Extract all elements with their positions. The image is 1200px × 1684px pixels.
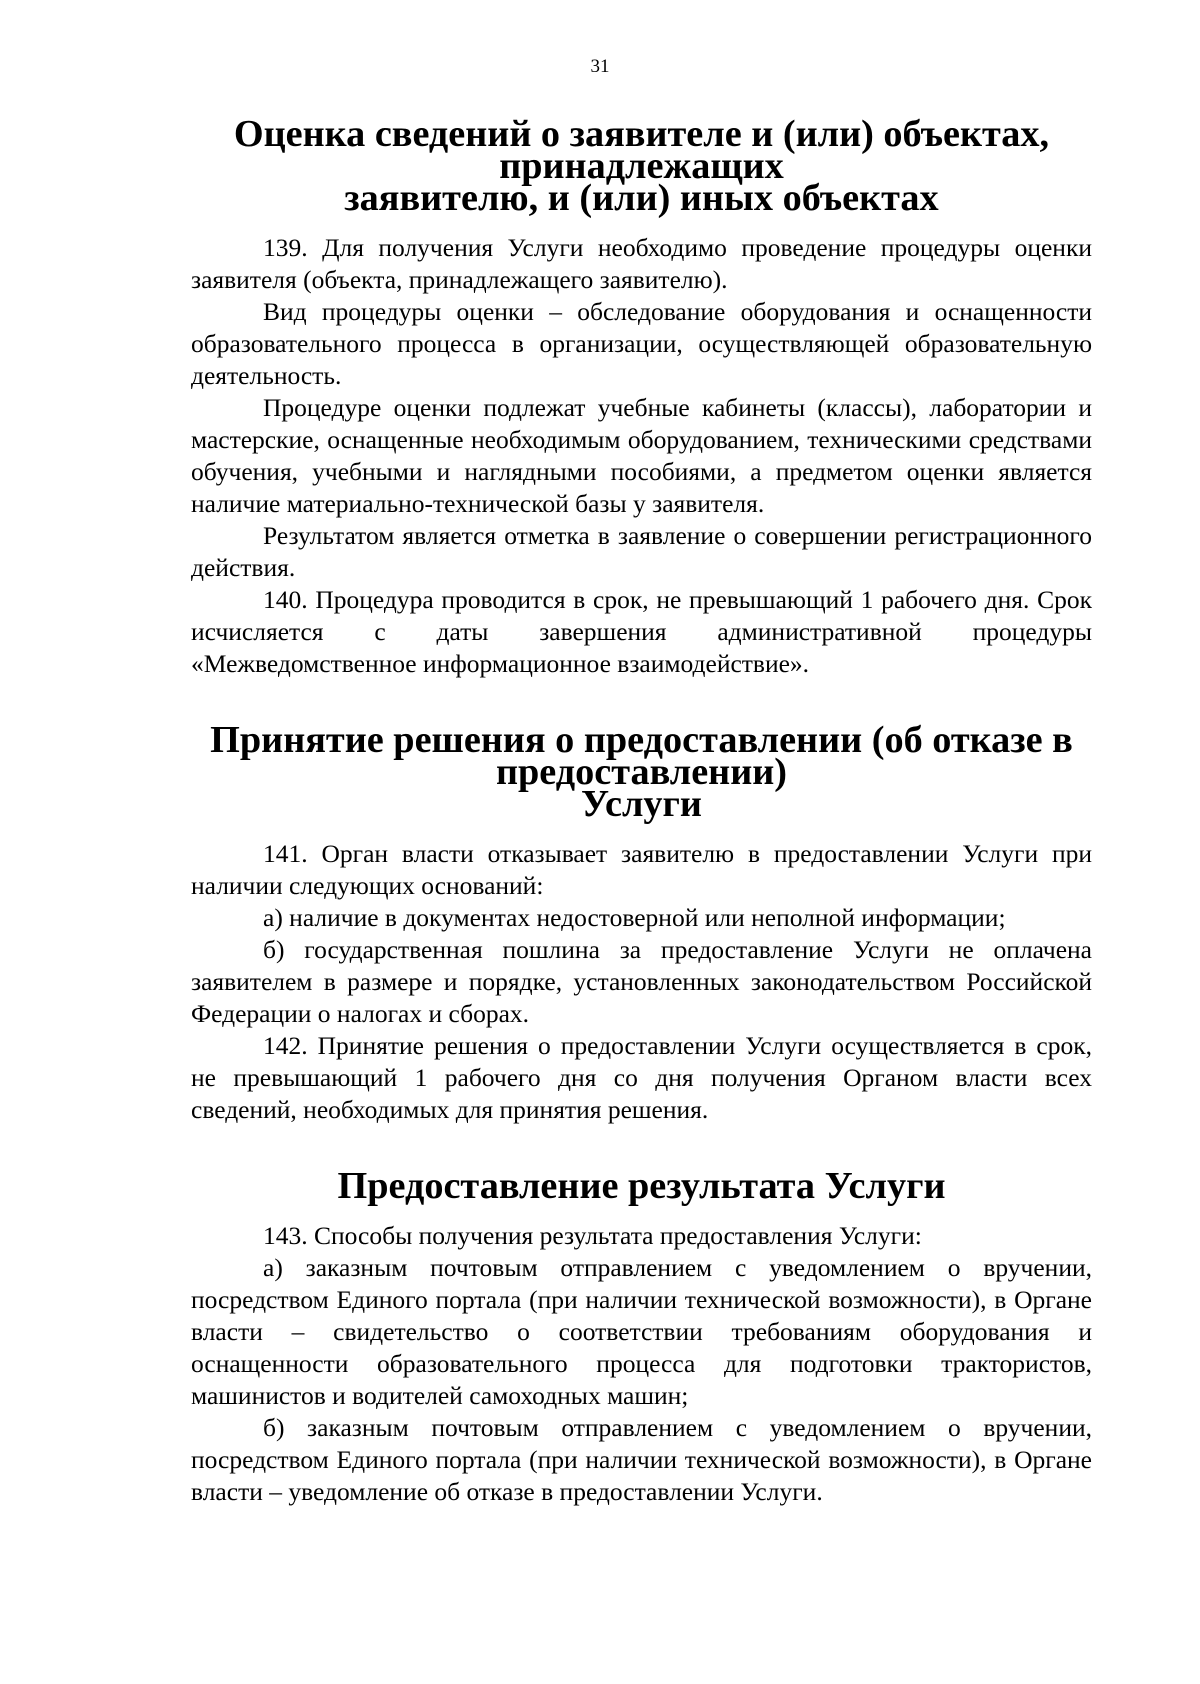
section-applicant-assessment: [191, 113, 1092, 680]
paragraph-141-b: б) государственная пошлина за предоставление Услуги не оплачена заявителем в размере и порядке, установленных законодательством Российской Федерации о налогах и сборах.: [191, 935, 1092, 1028]
paragraph-143-b: б) заказным почтовым отправлением с уведомлением о вручении, посредством Единого портала (при наличии технической возможности), в Органе власти – уведомление об отказе в предоставлении Услуги.: [191, 1413, 1092, 1506]
paragraph-140: 140. Процедура проводится в срок, не превышающий 1 рабочего дня. Срок исчисляется с даты завершения административной процедуры «Межведомственное информационное взаимодействие».: [191, 585, 1092, 678]
paragraph-139: 139. Для получения Услуги необходимо проведение процедуры оценки заявителя (объекта, принадлежащего заявителю).: [191, 233, 1092, 294]
page-number: 31: [590, 56, 610, 77]
paragraph-141: 141. Орган власти отказывает заявителю в предоставлении Услуги при наличии следующих оснований:: [191, 839, 1092, 900]
heading-line: Услуги: [581, 783, 702, 825]
section-decision: [191, 719, 1092, 1126]
section-heading: [191, 1165, 1092, 1207]
paragraph-143-a: а) заказным почтовым отправлением с уведомлением о вручении, посредством Единого портала (при наличии технической возможности), в Органе власти – свидетельство о соответствии требованиям оборудования и оснащенности образовательного процесса для подготовки трактористов, машинистов и водителей самоходных машин;: [191, 1253, 1092, 1410]
paragraph-assessment-subjects: Процедуре оценки подлежат учебные кабинеты (классы), лаборатории и мастерские, оснащенные необходимым оборудованием, техническими средствами обучения, учебными и наглядными пособиями, а предметом оценки является наличие материально-технической базы у заявителя.: [191, 393, 1092, 518]
document-body: [191, 113, 1092, 1508]
paragraph-assessment-type: Вид процедуры оценки – обследование оборудования и оснащенности образовательного процесса в организации, осуществляющей образовательную деятельность.: [191, 297, 1092, 390]
heading-line: Предоставление результата Услуги: [337, 1165, 946, 1207]
heading-line: заявителю, и (или) иных объектах: [344, 177, 939, 219]
paragraph-141-a: а) наличие в документах недостоверной или неполной информации;: [263, 903, 1006, 932]
section-result-provision: [191, 1165, 1092, 1508]
section-heading: [191, 719, 1092, 825]
section-heading: [191, 113, 1092, 219]
heading-line: Оценка сведений о заявителе и (или) объектах, принадлежащих: [233, 113, 1050, 187]
heading-line: Принятие решения о предоставлении (об отказе в предоставлении): [210, 719, 1073, 793]
paragraph-143: 143. Способы получения результата предоставления Услуги:: [263, 1221, 922, 1250]
paragraph-142: 142. Принятие решения о предоставлении Услуги осуществляется в срок, не превышающий 1 рабочего дня со дня получения Органом власти всех сведений, необходимых для принятия решения.: [191, 1031, 1092, 1124]
paragraph-assessment-result: Результатом является отметка в заявление о совершении регистрационного действия.: [191, 521, 1092, 582]
